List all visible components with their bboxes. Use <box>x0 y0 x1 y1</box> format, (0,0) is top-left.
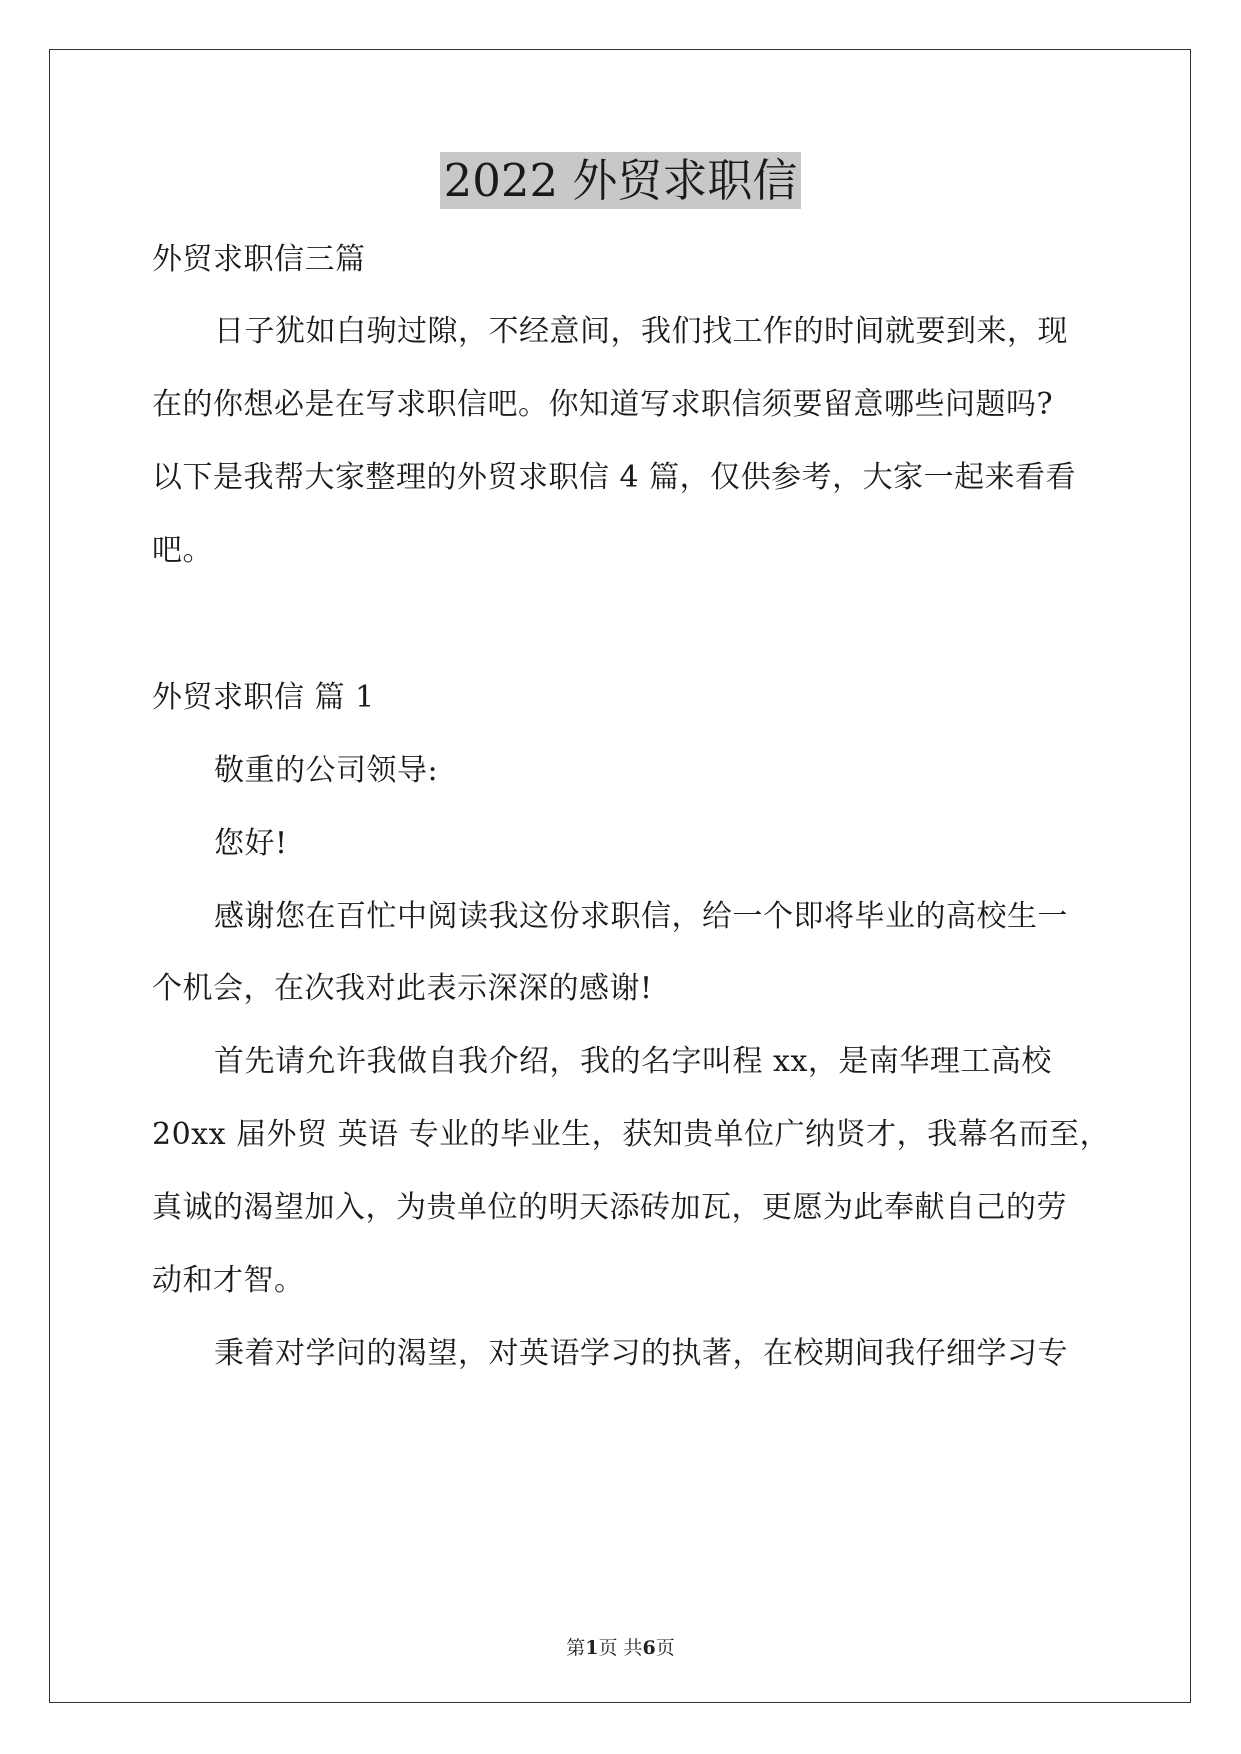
paragraph-line: 动和才智。 <box>152 1263 305 1298</box>
paragraph-line: 吧。 <box>152 533 213 568</box>
document-title-wrap <box>0 150 1241 212</box>
page-footer <box>0 1633 1241 1660</box>
paragraph-line: 20xx 届外贸 英语 专业的毕业生，获知贵单位广纳贤才，我幕名而至， <box>152 1117 1111 1152</box>
paragraph-line: 日子犹如白驹过隙，不经意间，我们找工作的时间就要到来，现 <box>214 314 1068 349</box>
salutation: 敬重的公司领导: <box>214 753 439 788</box>
paragraph-line: 个机会，在次我对此表示深深的感谢! <box>152 971 653 1006</box>
page-border <box>49 49 1191 1703</box>
paragraph-line: 秉着对学问的渴望，对英语学习的执著，在校期间我仔细学习专 <box>214 1336 1068 1371</box>
document-title: 2022 外贸求职信 <box>440 152 802 209</box>
paragraph-line: 真诚的渴望加入，为贵单位的明天添砖加瓦，更愿为此奉献自己的劳 <box>152 1190 1067 1225</box>
paragraph-line: 感谢您在百忙中阅读我这份求职信，给一个即将毕业的高校生一 <box>214 899 1068 934</box>
footer-suffix: 页 <box>655 1637 675 1659</box>
footer-page-number: 1 <box>585 1637 599 1659</box>
greeting: 您好! <box>214 826 288 861</box>
subtitle: 外贸求职信三篇 <box>152 242 366 277</box>
footer-mid: 页 共 <box>598 1637 643 1659</box>
footer-total-pages: 6 <box>642 1637 656 1659</box>
paragraph-line: 在的你想必是在写求职信吧。你知道写求职信须要留意哪些问题吗? <box>152 387 1054 422</box>
footer-prefix: 第 <box>566 1637 586 1659</box>
paragraph-line: 以下是我帮大家整理的外贸求职信 4 篇，仅供参考，大家一起来看看 <box>152 460 1077 495</box>
paragraph-line: 首先请允许我做自我介绍，我的名字叫程 xx，是南华理工高校 <box>214 1044 1052 1079</box>
section-heading: 外贸求职信 篇 1 <box>152 680 375 715</box>
